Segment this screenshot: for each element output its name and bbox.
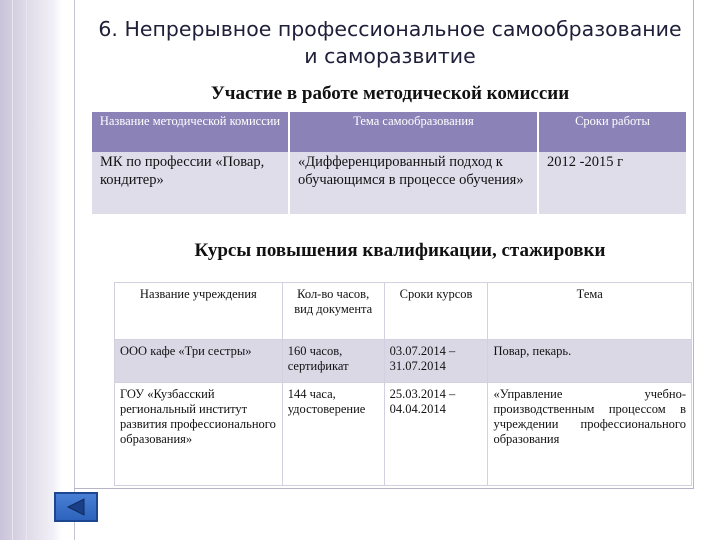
slide-title-line1: 6. Непрерывное профессиональное самообразование <box>98 17 682 41</box>
courses-cell-hours: 160 часов, сертификат <box>282 340 384 383</box>
commission-header-row <box>92 112 686 152</box>
courses-cell-institution: ГОУ «Кузбасский региональный институт развития профессионального образования» <box>115 383 283 486</box>
table-row <box>92 152 686 214</box>
frame-left-line <box>74 0 75 540</box>
courses-cell-dates: 03.07.2014 – 31.07.2014 <box>384 340 488 383</box>
left-triangle-icon <box>66 498 86 516</box>
commission-cell-topic: «Дифференцированный подход к обучающимся в процессе обучения» <box>289 152 538 214</box>
courses-col-hours: Кол-во часов, вид документа <box>282 283 384 340</box>
courses-table <box>114 282 692 486</box>
courses-col-dates: Сроки курсов <box>384 283 488 340</box>
decorative-left-stripe <box>0 0 62 540</box>
slide-title <box>80 16 700 70</box>
commission-cell-period: 2012 -2015 г <box>538 152 686 214</box>
commission-col-topic: Тема самообразования <box>289 112 538 152</box>
commission-table <box>92 112 686 214</box>
courses-header-row <box>115 283 692 340</box>
courses-cell-hours: 144 часа, удостоверение <box>282 383 384 486</box>
table-row <box>115 340 692 383</box>
courses-heading: Курсы повышения квалификации, стажировки <box>194 240 606 261</box>
courses-cell-topic: «Управление учебно-производственным процессом в учреждении профессионального образования <box>488 383 692 486</box>
courses-cell-institution: ООО кафе «Три сестры» <box>115 340 283 383</box>
courses-cell-topic: Повар, пекарь. <box>488 340 692 383</box>
table-row <box>115 383 692 486</box>
back-button[interactable] <box>54 492 98 522</box>
commission-cell-name: МК по профессии «Повар, кондитер» <box>92 152 289 214</box>
courses-col-topic: Тема <box>488 283 692 340</box>
commission-col-name: Название методической комиссии <box>92 112 289 152</box>
courses-col-institution: Название учреждения <box>115 283 283 340</box>
commission-heading: Участие в работе методической комиссии <box>210 83 570 104</box>
commission-col-period: Сроки работы <box>538 112 686 152</box>
courses-cell-dates: 25.03.2014 – 04.04.2014 <box>384 383 488 486</box>
slide-title-line2: и саморазвитие <box>304 44 476 68</box>
frame-bottom-line <box>74 488 694 489</box>
